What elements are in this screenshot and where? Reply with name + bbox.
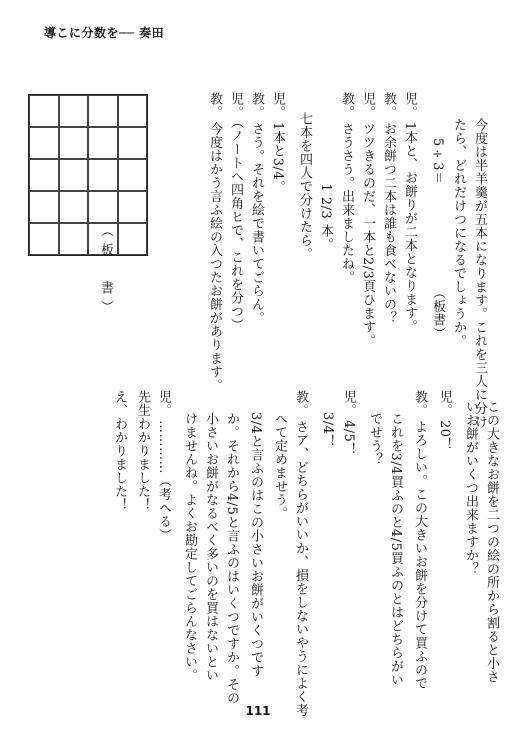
text-column-r9 — [297, 112, 312, 261]
speaker-label: 児。 — [341, 390, 356, 417]
text-column-l1 — [484, 400, 499, 684]
cake-grid-diagram — [28, 94, 148, 256]
line-text: 七本を四人で分けたら。 — [297, 112, 312, 261]
text-column-l13 — [203, 412, 218, 682]
grid-cell — [118, 223, 148, 255]
speaker-label: 教。 — [339, 92, 354, 119]
grid-cell — [118, 127, 148, 159]
line-text: たら、どれだけつになるでしょうか。 — [451, 118, 466, 348]
text-column-r11 — [249, 92, 264, 325]
grid-cell — [88, 95, 118, 127]
line-text: 先生わかりました！ — [135, 390, 150, 512]
speaker-label: 児。 — [437, 390, 452, 417]
line-text: 4/5！ — [341, 420, 356, 456]
text-column-l8 — [320, 412, 335, 448]
text-column-r3 — [430, 138, 445, 340]
line-text: 今度はかう言ふ絵の入つたお餅があります。 — [207, 122, 222, 392]
page-number: 111 — [245, 704, 271, 718]
speaker-label: 教。 — [412, 390, 427, 417]
grid-cell — [59, 191, 89, 223]
speaker-label: 児。 — [270, 92, 285, 119]
text-column-r6 — [360, 92, 375, 347]
line-text: ツツきるのだ、一本と2/3頁ひます。 — [360, 122, 375, 347]
grid-cell — [29, 159, 59, 191]
running-header: 導こに分数を── 奏田 — [44, 26, 165, 40]
grid-cell — [29, 223, 59, 255]
text-column-l7 — [341, 390, 356, 456]
text-column-r7 — [339, 92, 354, 284]
text-column-l10 — [272, 412, 287, 520]
speaker-label: 児。 — [156, 390, 171, 417]
line-text: さう。それを絵で書いてごらん。 — [249, 122, 264, 325]
line-text: 1本と3/4。 — [270, 122, 285, 194]
text-column-l12 — [224, 412, 239, 704]
line-text: 今度は半羊羹が五本になります。これを三人に分け — [472, 118, 487, 429]
line-text: さア、どちらがいいか、損をしないやうによく考 — [293, 420, 308, 717]
text-column-r5 — [381, 92, 396, 325]
line-text: …………（考へる） — [156, 420, 171, 542]
line-text: よろしい。この大きいお餅を分けて買ふので — [412, 420, 427, 690]
text-column-r2 — [451, 118, 466, 348]
text-column-r12 — [228, 92, 243, 332]
speaker-label: 児。 — [402, 92, 417, 119]
line-text: さうさう。出来ましたね。 — [339, 122, 354, 284]
text-column-r10 — [270, 92, 285, 194]
text-column-l14 — [182, 412, 197, 682]
text-column-l9 — [293, 390, 308, 717]
text-column-l17 — [112, 390, 127, 512]
speaker-label: 児。 — [360, 92, 375, 119]
line-text: か。それから4/5と言ふのはいくつですか。その — [224, 412, 239, 705]
line-text: （ノートへ四角ヒで、これを分つ） — [228, 122, 243, 332]
grid-cell — [59, 95, 89, 127]
text-column-r8 — [318, 170, 333, 251]
text-column-l4 — [412, 390, 427, 690]
line-text: 5÷3＝ （板書） — [430, 138, 445, 341]
grid-cell — [88, 159, 118, 191]
line-text: 3/4と言ふのはこの小さいお餅がいくつです — [248, 412, 263, 678]
speaker-label: 教。 — [381, 92, 396, 119]
grid-cell — [29, 95, 59, 127]
grid-cell — [29, 191, 59, 223]
speaker-label: 教。 — [293, 390, 308, 417]
grid-cell — [59, 127, 89, 159]
text-column-l5 — [388, 412, 403, 686]
text-column-l6 — [367, 412, 382, 466]
line-text: 3/4！ — [320, 412, 335, 448]
line-text: お余餅つ二本は誰も食べないの？ — [381, 122, 396, 325]
grid-cell — [88, 127, 118, 159]
grid-cell — [118, 159, 148, 191]
speaker-label: 教。 — [207, 92, 222, 119]
line-text: でせう？ — [367, 412, 382, 466]
grid-cell — [88, 191, 118, 223]
board-label: （板 書） — [98, 224, 113, 319]
line-text: これを3/4買ふのと4/5買ふのとはどちらがい — [388, 412, 403, 687]
text-column-r1 — [472, 118, 487, 429]
grid-cell — [118, 95, 148, 127]
line-text: 1本と、お餅りが二本となります。 — [402, 122, 417, 334]
line-text: いお餅がいくつ出来ますか？ — [463, 400, 478, 576]
text-column-l2 — [463, 400, 478, 576]
line-text: この大きなお餅を二つの絵の所から割ると小さ — [484, 400, 499, 684]
speaker-label: 児。 — [228, 92, 243, 119]
text-column-l11 — [248, 412, 263, 677]
line-text: 1 2/3 本。 — [318, 170, 333, 251]
speaker-label: 教。 — [249, 92, 264, 119]
line-text: けませんね。よくお勘定してごらんなさい。 — [182, 412, 197, 682]
text-column-l15 — [156, 390, 171, 542]
line-text: 小さいお餅がなるべく多いのを買はないとい — [203, 412, 218, 682]
line-text: へて定めませう。 — [272, 412, 287, 520]
line-text: え、わかりました！ — [112, 390, 127, 512]
text-column-l16 — [135, 390, 150, 512]
text-column-l3 — [437, 390, 452, 451]
line-text: 20！ — [437, 420, 452, 452]
grid-cell — [59, 159, 89, 191]
grid-cell — [29, 127, 59, 159]
text-column-r4 — [402, 92, 417, 333]
grid-cell — [59, 223, 89, 255]
text-column-r13 — [207, 92, 222, 392]
grid-cell — [118, 191, 148, 223]
